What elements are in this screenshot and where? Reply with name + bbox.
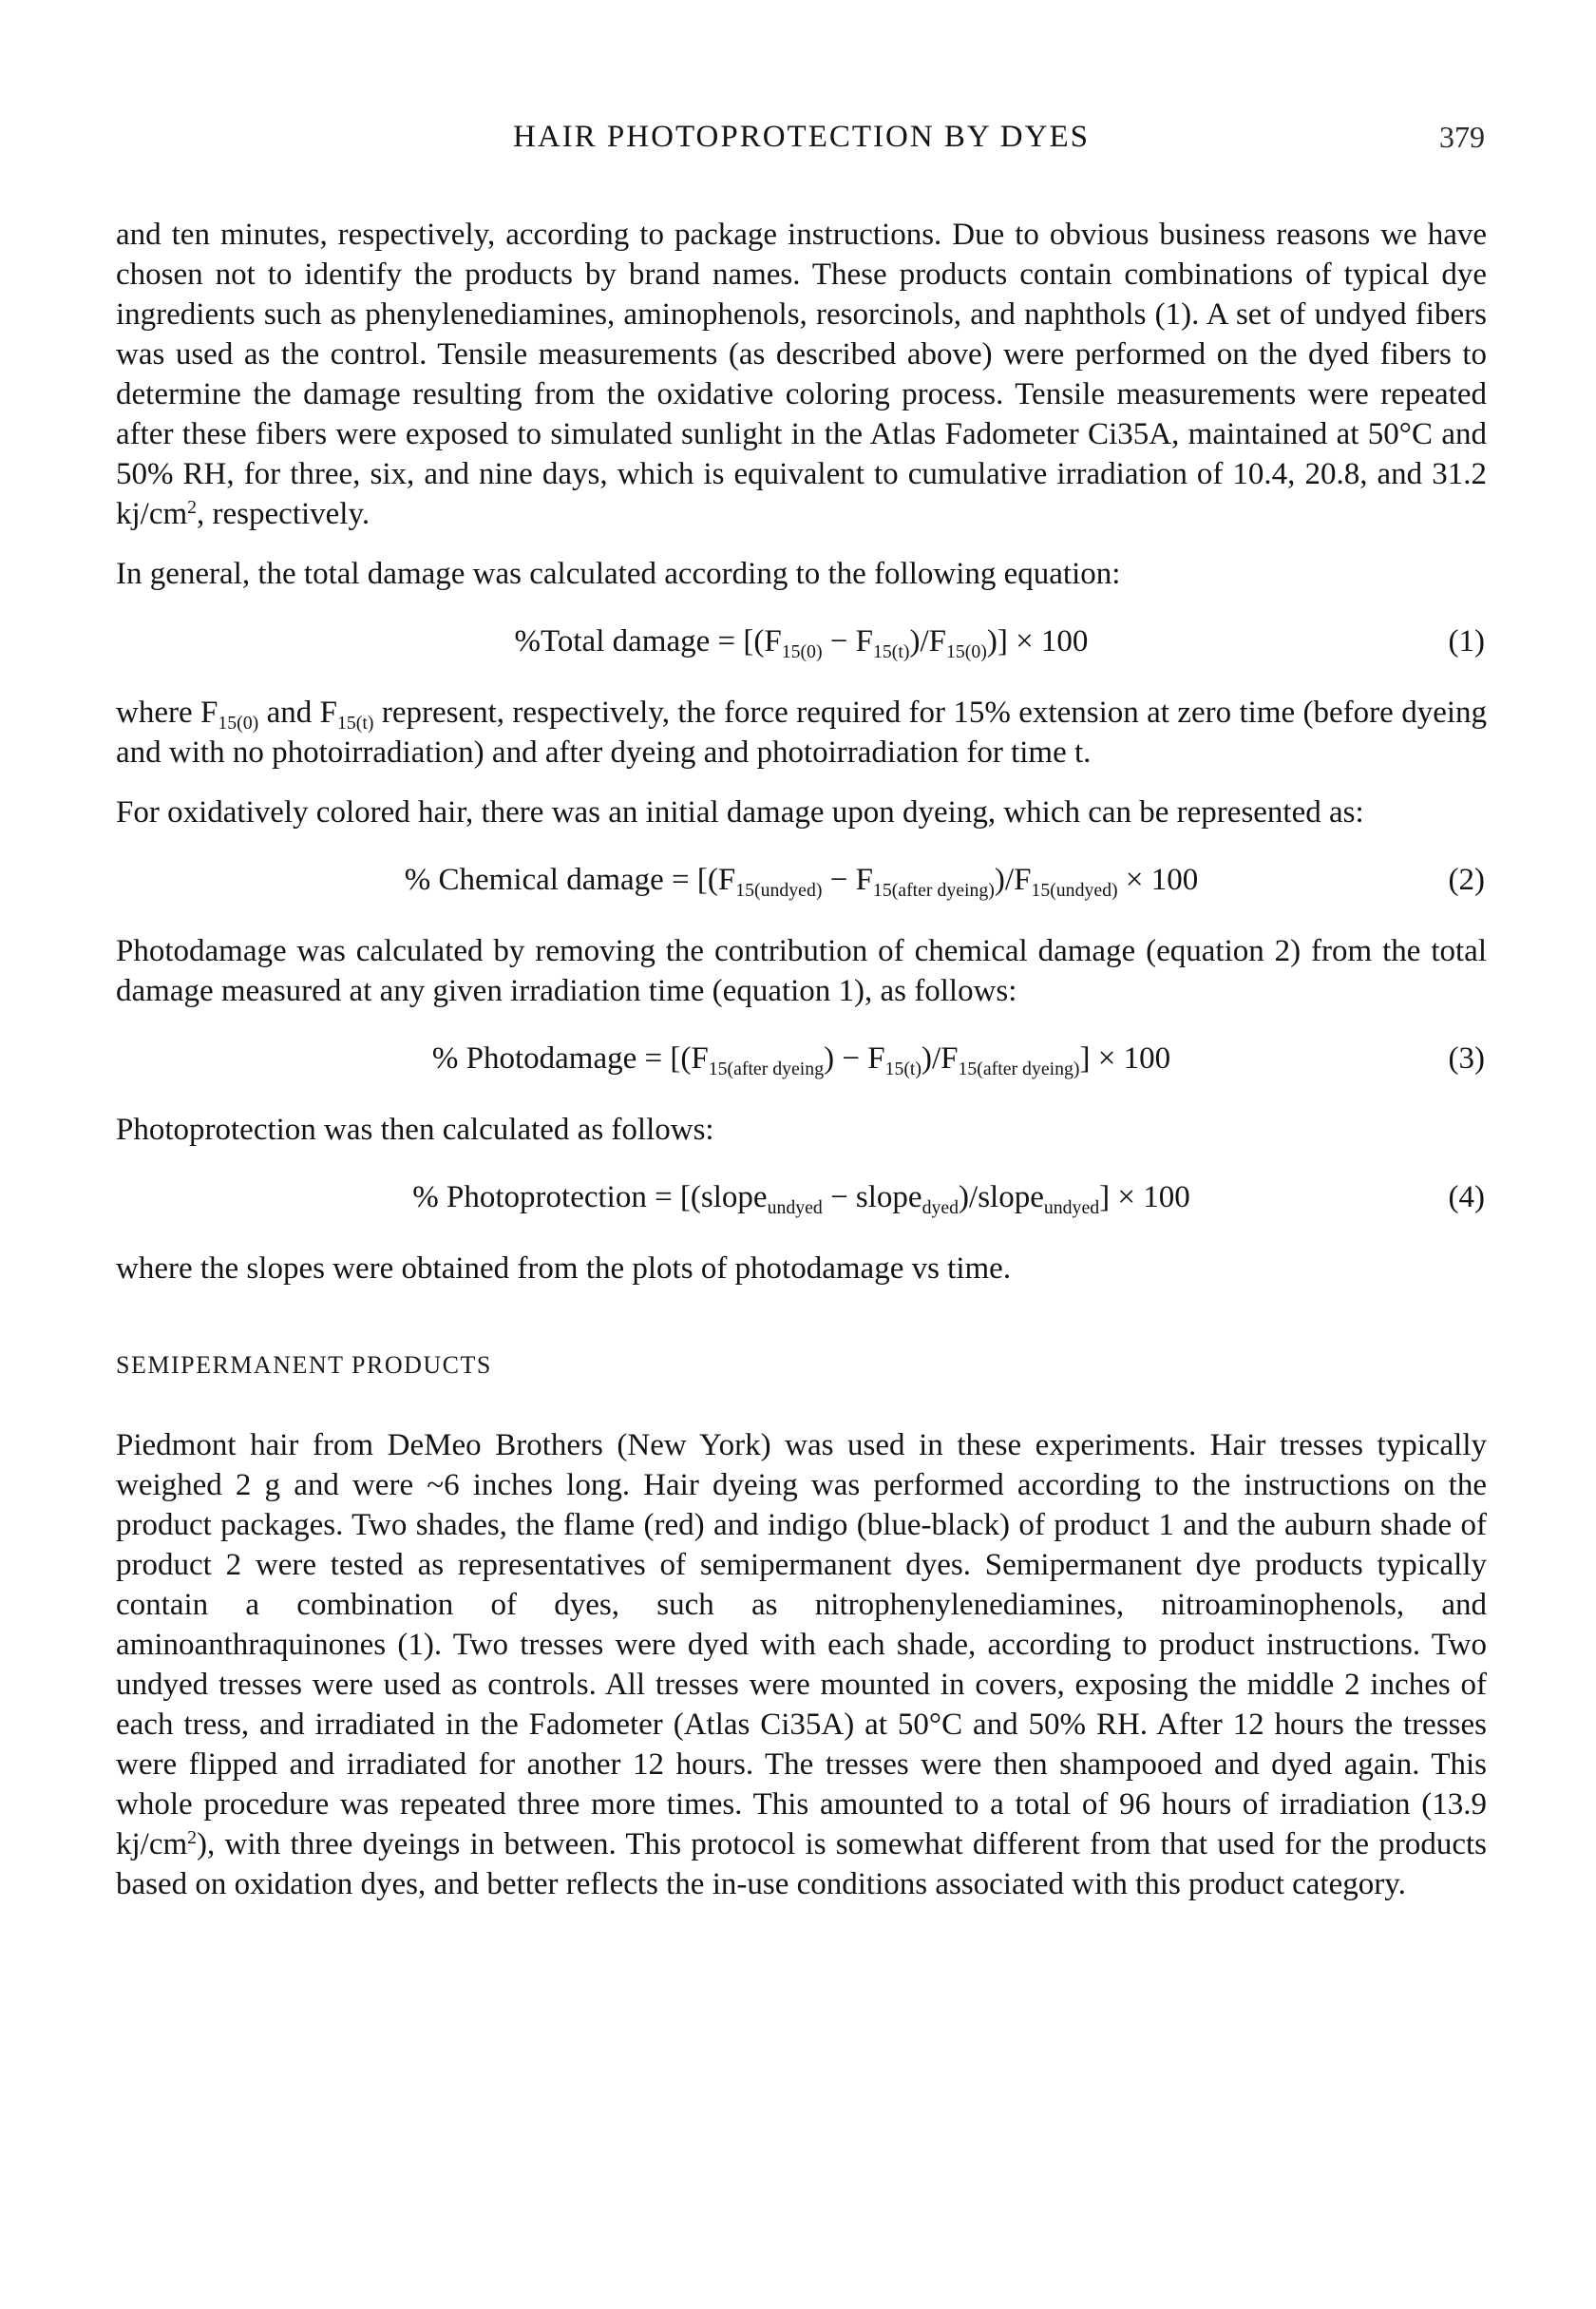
equation-2-body: % Chemical damage = [$(F_{15(undyed)} - F_{15(after dyeing)})/F_{15(undyed)} \times 100$ [404, 863, 1199, 901]
paragraph-where-forces: where $F_{15(0)}$ and $F_{15(t)}$ represent, respectively, the force required for 15% extension at zero time (before dyeing and with no photoirradiation) and after dyeing and photoirradiation for time t. [116, 696, 1488, 770]
equation-1-number: (1) [1448, 624, 1485, 658]
equation-4-body: % Photoprotection = [(slope$_{undyed}$ − slope$_{dyed}$)/slope$_{undyed}$] × 100 [412, 1180, 1190, 1218]
running-head-title: HAIR PHOTOPROTECTION BY DYES [513, 120, 1090, 154]
equation-2-number: (2) [1448, 863, 1485, 897]
paragraph-intro: and ten minutes, respectively, according to package instructions. Due to obvious business reasons we have chosen not to identify the products by brand names. These products contain combinations of typical dye ingredients such as phenylenediamines, aminophenols, resorcinols, and naphthols (1). A set of undyed fibers was used as the control. Tensile measurements (as described above) were performed on the dyed fibers to determine the damage resulting from the oxidative coloring process. Tensile measurements were repeated after these fibers were exposed to simulated sunlight in the Atlas Fadometer Ci35A, maintained at 50°C and 50% RH, for three, six, and nine days, which is equivalent to cumulative irradiation of 10.4, 20.8, and 31.2 $kj/cm^2$, respectively. [116, 218, 1487, 531]
page-body [116, 215, 1487, 1924]
equation-1-body: %Total damage = $[(F_{15(0)} - F_{15(t)})/F_{15(0)})] \times 100$ [514, 624, 1089, 662]
section-heading-semipermanent-products: SEMIPERMANENT PRODUCTS [116, 1351, 492, 1379]
equation-3-number: (3) [1448, 1041, 1485, 1076]
running-head [116, 118, 1487, 160]
paragraph-slopes: where the slopes were obtained from the plots of photodamage vs time. [116, 1251, 1012, 1286]
equation-3-body: % Photodamage = $[(F_{15(after dyeing}) - F_{15(t)})/F_{15(after dyeing)}] \times 100$ [431, 1041, 1171, 1079]
equation-4-number: (4) [1448, 1180, 1485, 1214]
equation-3 [116, 1037, 1487, 1080]
equation-4 [116, 1175, 1487, 1219]
paragraph-general: In general, the total damage was calculated according to the following equation: [116, 557, 1121, 591]
equation-1 [116, 620, 1487, 663]
equation-2 [116, 858, 1487, 902]
paragraph-photoprotection: Photoprotection was then calculated as follows: [116, 1113, 714, 1147]
paragraph-semipermanent: Piedmont hair from DeMeo Brothers (New York) was used in these experiments. Hair tresses typically weighed 2 g and were ~6 inches long. Hair dyeing was performed according to the instructions on the product packages. Two shades, the flame (red) and indigo (blue-black) of product 1 and the auburn shade of product 2 were tested as representatives of semipermanent dyes. Semipermanent dye products typically contain a combination of dyes, such as nitrophenylenediamines, nitroaminophenols, and aminoanthraquinones (1). Two tresses were dyed with each shade, according to product instructions. Two undyed tresses were used as controls. All tresses were mounted in covers, exposing the middle 2 inches of each tress, and irradiated in the Fadometer (Atlas Ci35A) at 50°C and 50% RH. After 12 hours the tresses were flipped and irradiated for another 12 hours. The tresses were then shampooed and dyed again. This whole procedure was repeated three more times. This amounted to a total of 96 hours of irradiation (13.9 $kj/cm^2$), with three dyeings in between. This protocol is somewhat different from that used for the products based on oxidation dyes, and better reflects the in-use conditions associated with this product category. [116, 1428, 1487, 1901]
paragraph-oxidative: For oxidatively colored hair, there was an initial damage upon dyeing, which can be represented as: [116, 795, 1364, 830]
paragraph-photodamage: Photodamage was calculated by removing the contribution of chemical damage (equation 2) from the total damage measured at any given irradiation time (equation 1), as follows: [116, 934, 1487, 1008]
page-number: 379 [1439, 120, 1485, 154]
